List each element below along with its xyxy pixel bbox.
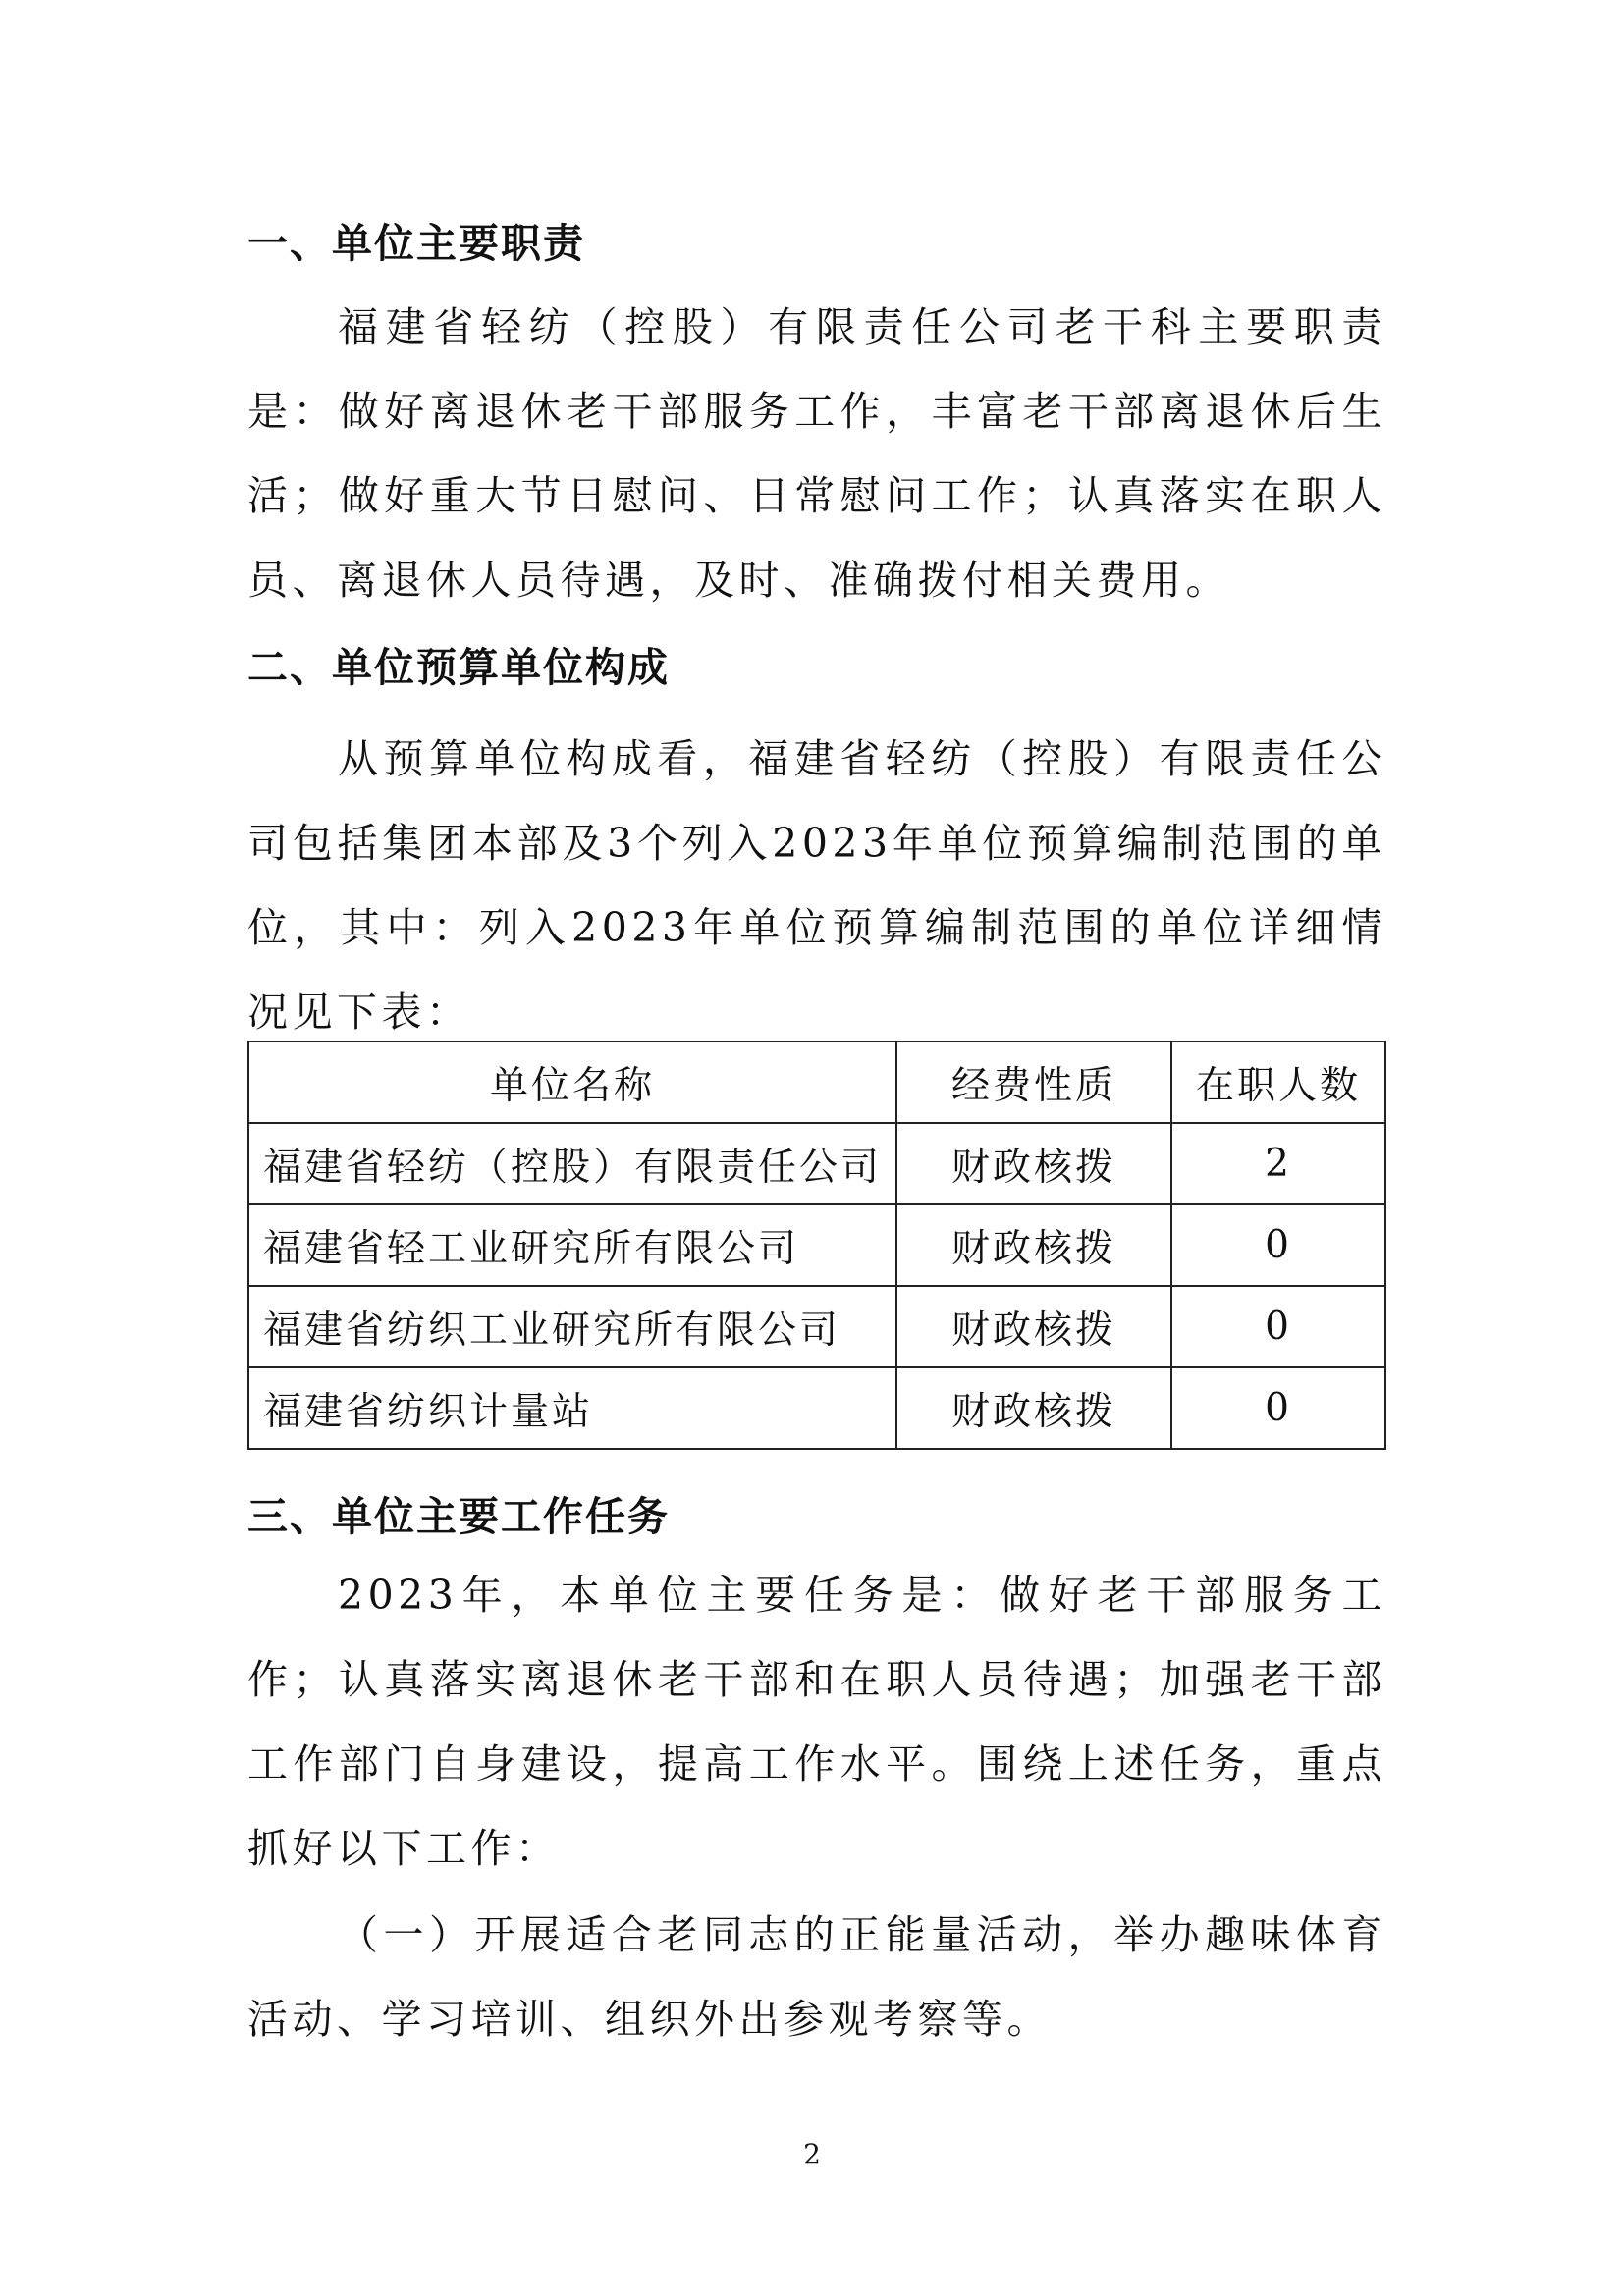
unit-name-cell: 福建省轻工业研究所有限公司 [248, 1204, 896, 1286]
unit-name-cell: 福建省轻纺（控股）有限责任公司 [248, 1123, 896, 1204]
section-3-item-1: （一）开展适合老同志的正能量活动，举办趣味体育活动、学习培训、组织外出参观考察等。 [247, 1911, 1386, 2043]
table-row [248, 1367, 1385, 1449]
budget-units-table [247, 1041, 1386, 1450]
table-row [248, 1286, 1385, 1367]
table-header-row [248, 1041, 1385, 1123]
section-3-heading: 三、单位主要工作任务 [247, 1493, 670, 1540]
table-row [248, 1204, 1385, 1286]
header-staff-count: 在职人数 [1171, 1041, 1385, 1123]
funding-type-cell: 财政核拨 [896, 1204, 1171, 1286]
staff-count-cell: 2 [1171, 1123, 1385, 1204]
table-row [248, 1123, 1385, 1204]
section-2-heading: 二、单位预算单位构成 [247, 644, 670, 691]
unit-name-cell: 福建省纺织工业研究所有限公司 [248, 1286, 896, 1367]
funding-type-cell: 财政核拨 [896, 1286, 1171, 1367]
header-unit-name: 单位名称 [248, 1041, 896, 1123]
funding-type-cell: 财政核拨 [896, 1367, 1171, 1449]
section-3-paragraph: 2023年，本单位主要任务是：做好老干部服务工作；认真落实离退休老干部和在职人员待遇；加强老干部工作部门自身建设，提高工作水平。围绕上述任务，重点抓好以下工作： [247, 1572, 1386, 1872]
section-1-paragraph: 福建省轻纺（控股）有限责任公司老干科主要职责是：做好离退休老干部服务工作，丰富老干部离退休后生活；做好重大节日慰问、日常慰问工作；认真落实在职人员、离退休人员待遇，及时、准确拨付相关费用。 [247, 303, 1386, 604]
header-funding-type: 经费性质 [896, 1041, 1171, 1123]
staff-count-cell: 0 [1171, 1204, 1385, 1286]
section-1-heading: 一、单位主要职责 [247, 220, 585, 267]
unit-name-cell: 福建省纺织计量站 [248, 1367, 896, 1449]
funding-type-cell: 财政核拨 [896, 1123, 1171, 1204]
staff-count-cell: 0 [1171, 1367, 1385, 1449]
staff-count-cell: 0 [1171, 1286, 1385, 1367]
page-number: 2 [803, 2138, 821, 2170]
section-2-paragraph: 从预算单位构成看，福建省轻纺（控股）有限责任公司包括集团本部及3个列入2023年单位预算编制范围的单位，其中：列入2023年单位预算编制范围的单位详细情况见下表： [247, 735, 1386, 1036]
